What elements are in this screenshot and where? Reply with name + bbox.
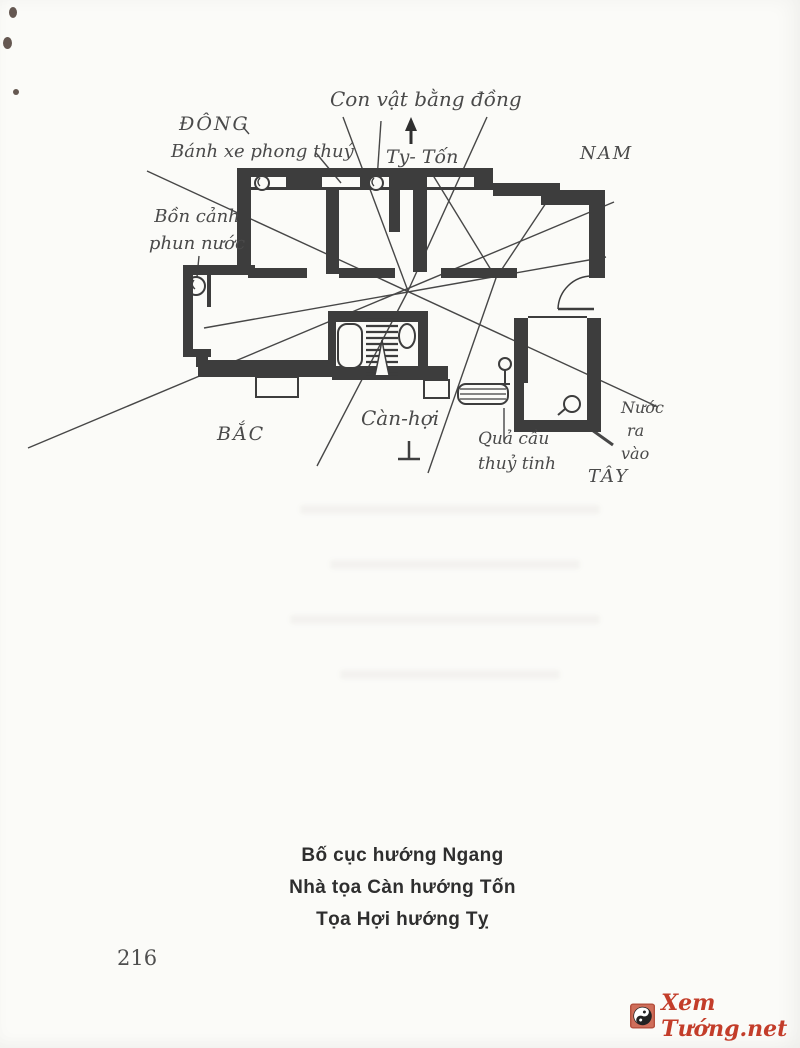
caption-line1: Bố cục hướng Ngang <box>301 845 504 866</box>
compass-label-north: BẮC <box>217 423 266 445</box>
caption-line2: Nhà tọa Càn hướng Tốn <box>289 877 516 898</box>
label-crystal-ball-line1: Quả cầu <box>478 429 550 449</box>
figure-caption <box>230 840 575 936</box>
label-fountain-line2: phun nước <box>148 233 246 254</box>
bathtub <box>338 324 362 368</box>
label-water-in-out <box>621 396 664 465</box>
radiator-grille <box>458 384 508 404</box>
page-number: 216 <box>117 946 158 970</box>
label-crystal-ball <box>478 427 556 477</box>
label-water-line1: Nước <box>621 398 664 417</box>
door-swing-arc <box>558 276 594 309</box>
handle-symbol <box>499 358 511 384</box>
label-fountain-line1: Bồn cảnh <box>154 206 240 227</box>
label-feng-shui-wheel: Bánh xe phong thuý <box>171 141 354 162</box>
label-bronze-animal: Con vật bằng đồng <box>330 87 522 111</box>
caption-line3: Tọa Hợi hướng Tỵ <box>316 909 489 930</box>
label-water-line3: vào <box>621 444 650 463</box>
compass-label-south: NAM <box>580 143 634 164</box>
label-water-line2: ra <box>627 421 645 440</box>
label-sitting-mountain: Càn-hợi <box>361 406 440 430</box>
site-watermark <box>630 990 800 1042</box>
yin-yang-icon <box>630 999 655 1033</box>
facing-arrow-icon <box>405 117 417 144</box>
toilet <box>399 324 415 348</box>
label-fountain <box>136 203 258 257</box>
label-facing-direction: Ty- Tốn <box>386 146 459 168</box>
drain-symbol <box>558 396 580 415</box>
compass-label-west: TÂY <box>588 466 630 487</box>
compass-label-east: ĐÔNG <box>179 113 250 135</box>
sitting-mark-icon <box>398 441 420 459</box>
label-crystal-ball-line2: thuỷ tinh <box>478 454 556 474</box>
watermark-text: Xem Tướng.net <box>661 990 788 1042</box>
